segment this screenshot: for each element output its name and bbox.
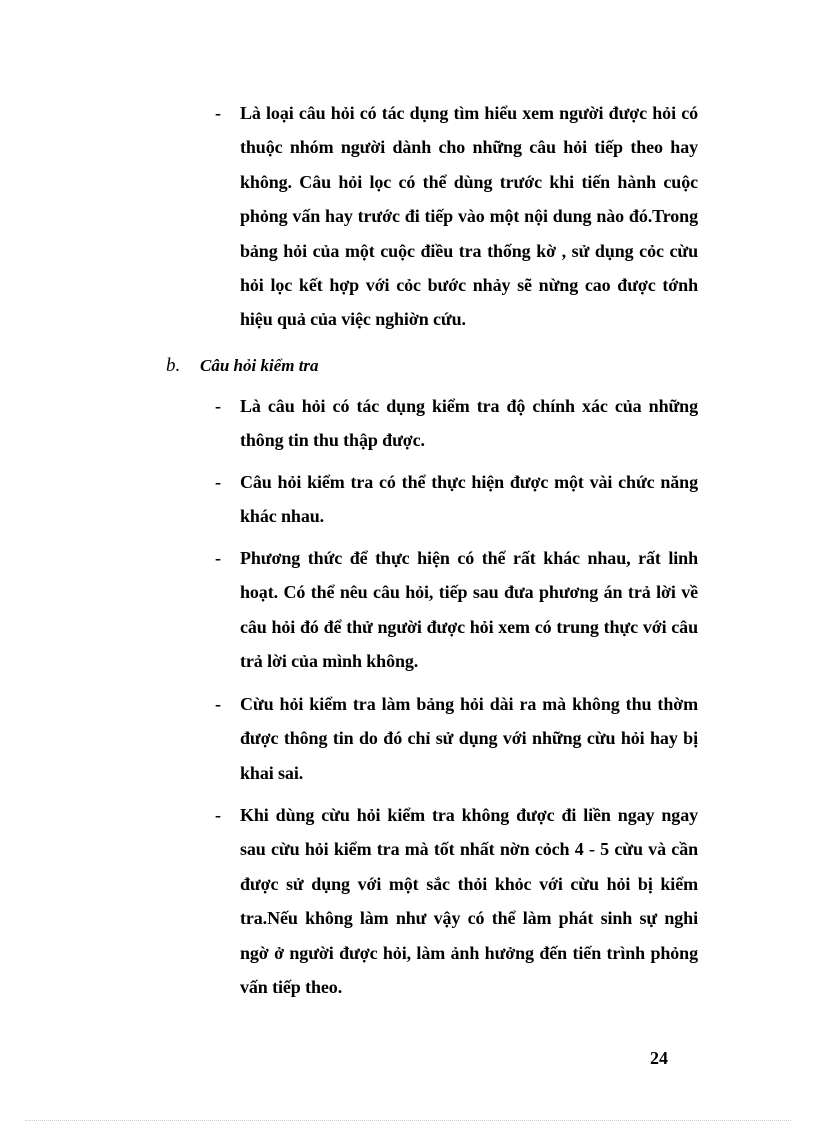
section-heading bbox=[166, 350, 566, 381]
page-number: 24 bbox=[650, 1048, 668, 1068]
bullet-text: Phương thức để thực hiện có thể rất khác nhau, rất linh hoạt. Có thể nêu câu hỏi, tiếp sau đưa phương án trả lời về câu hỏi đó để thử người được hỏi xem có trung thực với câu trả lời của mình không. bbox=[240, 548, 698, 672]
bullet-text: Câu hỏi kiểm tra có thể thực hiện được một vài chức năng khác nhau. bbox=[240, 472, 698, 527]
section-title: Câu hỏi kiểm tra bbox=[200, 356, 319, 375]
bullet-text: Cừu hỏi kiểm tra làm bảng hỏi dài ra mà không thu thờm được thông tin do đó chỉ sử dụng với những cừu hỏi hay bị khai sai. bbox=[240, 694, 698, 783]
bullet-marker: - bbox=[215, 548, 221, 568]
list-item bbox=[215, 96, 698, 337]
page-bottom-divider bbox=[25, 1120, 791, 1121]
list-item bbox=[215, 798, 698, 1004]
list-item bbox=[215, 687, 698, 790]
bullet-text: Là loại câu hỏi có tác dụng tìm hiểu xem người được hỏi có thuộc nhóm người dành cho những câu hỏi tiếp theo hay không. Câu hỏi lọc có thể dùng trước khi tiến hành cuộc phỏng vấn hay trước đi tiếp vào một nội dung nào đó.Trong bảng hỏi của một cuộc điều tra thống kờ , sử dụng cỏc cừu hỏi lọc kết hợp với cỏc bước nhảy sẽ nừng cao được tớnh hiệu quả của việc nghiờn cứu. bbox=[240, 103, 698, 330]
bullet-marker: - bbox=[215, 805, 221, 825]
list-item bbox=[215, 541, 698, 679]
section-letter: b. bbox=[166, 355, 181, 376]
bullet-marker: - bbox=[215, 396, 221, 416]
list-item bbox=[215, 389, 698, 458]
bullet-marker: - bbox=[215, 472, 221, 492]
bullet-marker: - bbox=[215, 694, 221, 714]
bullet-marker: - bbox=[215, 103, 221, 123]
bullet-text: Là câu hỏi có tác dụng kiểm tra độ chính xác của những thông tin thu thập được. bbox=[240, 396, 698, 451]
bullet-text: Khi dùng cừu hỏi kiểm tra không được đi liền ngay ngay sau cừu hỏi kiểm tra mà tốt nhất nờn cỏch 4 - 5 cừu và cần được sử dụng với một sắc thỏi khỏc với cừu hỏi bị kiểm tra.Nếu không làm như vậy có thể làm phát sinh sự nghi ngờ ở người được hỏi, làm ảnh hưởng đến tiến trình phỏng vấn tiếp theo. bbox=[240, 805, 698, 998]
list-item bbox=[215, 465, 698, 534]
